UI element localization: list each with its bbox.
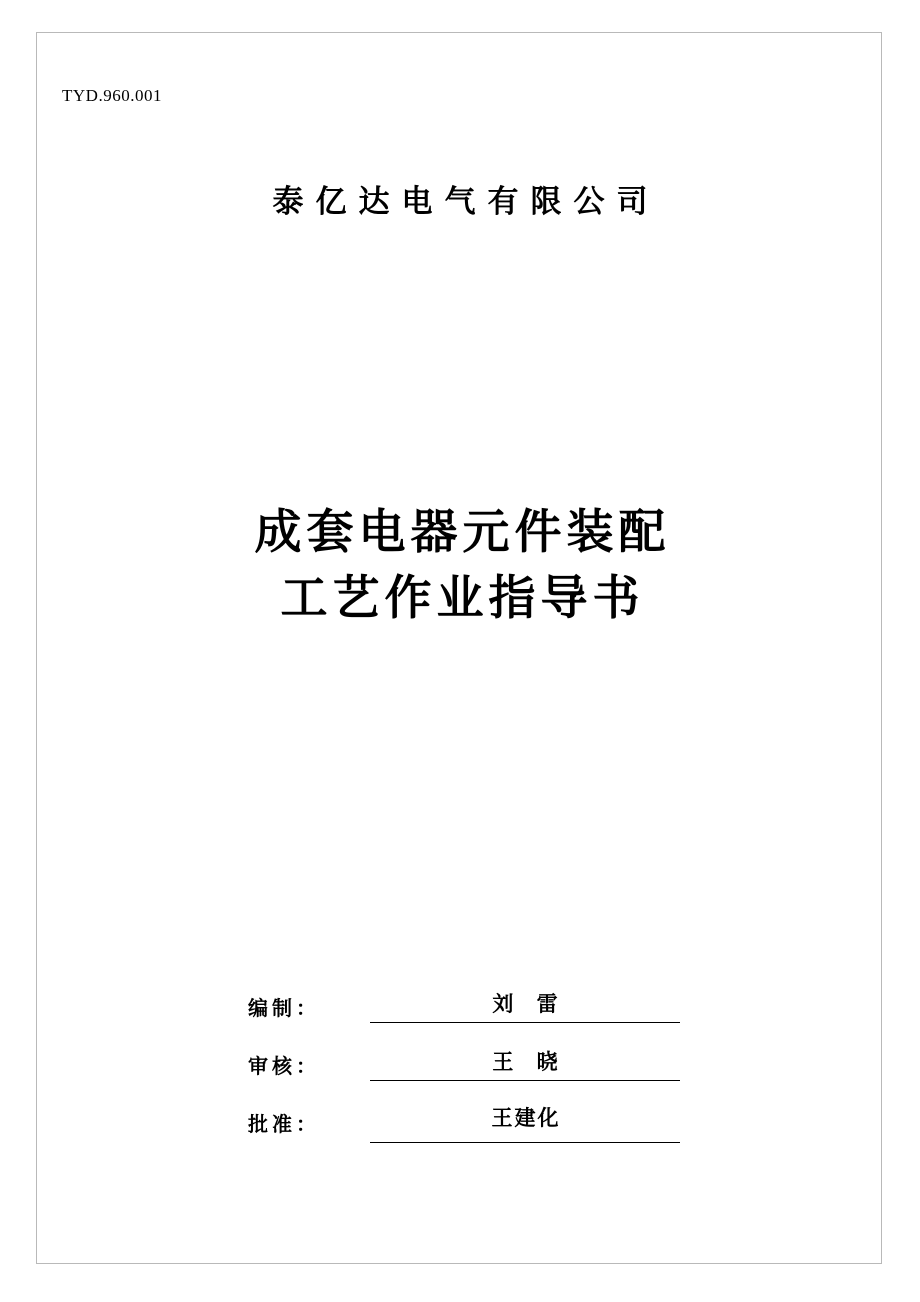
signature-label-prepared: 编制：: [248, 996, 320, 1020]
signature-underline-approved: [370, 1142, 680, 1143]
title-line-1: 成套电器元件装配: [254, 505, 671, 560]
title-line-2: 工艺作业指导书: [280, 571, 645, 626]
signature-underline-prepared: [370, 1022, 680, 1023]
signature-row-approved: [248, 1098, 708, 1156]
signature-value-approved: 王建化: [491, 1105, 561, 1130]
document-title: [0, 500, 920, 632]
signature-underline-reviewed: [370, 1080, 680, 1081]
signature-value-reviewed: 王 晓: [492, 1049, 566, 1074]
signature-row-reviewed: [248, 1040, 708, 1098]
document-code: TYD.960.001: [62, 86, 162, 105]
company-name: 泰亿达电气有限公司: [272, 184, 660, 220]
signature-block: [248, 982, 708, 1156]
signature-value-prepared: 刘 雷: [492, 991, 566, 1016]
signature-label-reviewed: 审核：: [248, 1054, 320, 1078]
signature-row-prepared: [248, 982, 708, 1040]
signature-label-approved: 批准：: [248, 1112, 320, 1136]
